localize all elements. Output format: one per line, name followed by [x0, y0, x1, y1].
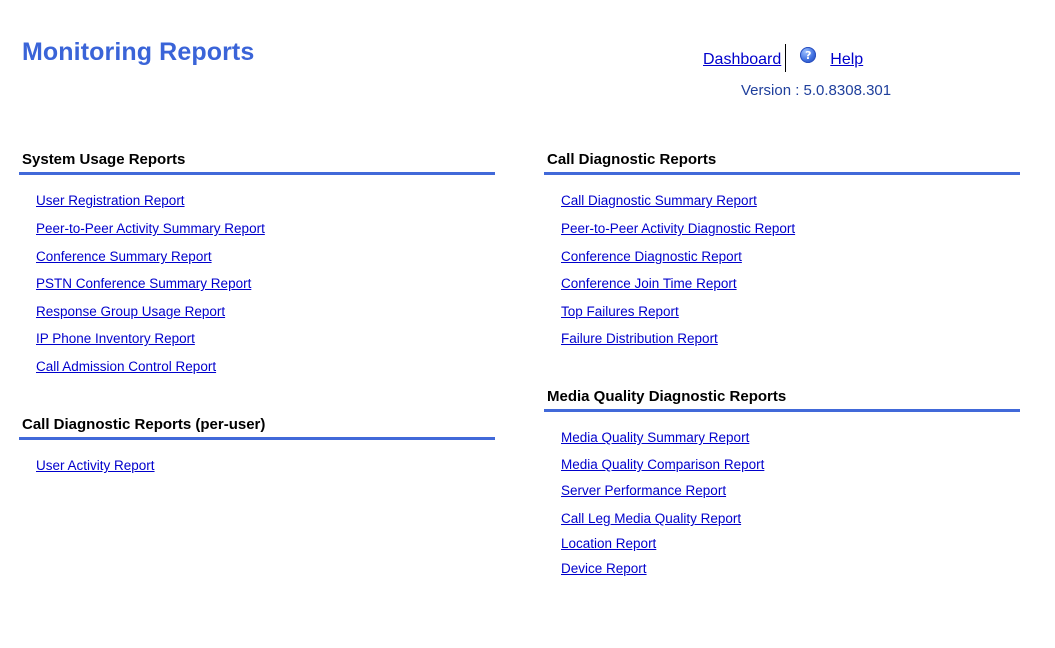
report-link-conference-summary[interactable]: Conference Summary Report — [36, 249, 212, 264]
section-call-diagnostic-per-user — [19, 415, 495, 473]
report-link-media-quality-summary[interactable]: Media Quality Summary Report — [561, 430, 750, 445]
report-link-call-leg-media-quality[interactable]: Call Leg Media Quality Report — [561, 511, 742, 526]
report-link-user-registration[interactable]: User Registration Report — [36, 193, 185, 208]
report-link-server-performance[interactable]: Server Performance Report — [561, 483, 727, 498]
report-link-p2p-activity-diagnostic[interactable]: Peer-to-Peer Activity Diagnostic Report — [561, 221, 796, 236]
report-link-response-group-usage[interactable]: Response Group Usage Report — [36, 304, 226, 319]
report-link-location[interactable]: Location Report — [561, 536, 657, 551]
help-icon[interactable]: ? — [800, 47, 816, 63]
help-link[interactable]: Help — [830, 51, 864, 68]
section-header: System Usage Reports — [19, 150, 495, 175]
report-link-top-failures[interactable]: Top Failures Report — [561, 304, 679, 319]
section-header: Call Diagnostic Reports — [544, 150, 1020, 175]
report-link-conference-join-time[interactable]: Conference Join Time Report — [561, 276, 737, 291]
version-label: Version : 5.0.8308.301 — [741, 82, 892, 99]
report-link-call-diagnostic-summary[interactable]: Call Diagnostic Summary Report — [561, 193, 757, 208]
report-link-user-activity[interactable]: User Activity Report — [36, 458, 155, 473]
separator — [785, 44, 786, 72]
report-link-device[interactable]: Device Report — [561, 561, 647, 576]
dashboard-link[interactable]: Dashboard — [703, 51, 782, 68]
report-link-ip-phone-inventory[interactable]: IP Phone Inventory Report — [36, 331, 195, 346]
report-link-pstn-conference-summary[interactable]: PSTN Conference Summary Report — [36, 276, 252, 291]
section-system-usage — [19, 150, 495, 374]
section-header: Call Diagnostic Reports (per-user) — [19, 415, 495, 440]
report-link-conference-diagnostic[interactable]: Conference Diagnostic Report — [561, 249, 742, 264]
section-header: Media Quality Diagnostic Reports — [544, 387, 1020, 412]
section-media-quality — [544, 387, 1020, 576]
page-title: Monitoring Reports — [22, 38, 255, 66]
report-link-media-quality-comparison[interactable]: Media Quality Comparison Report — [561, 457, 765, 472]
report-link-call-admission-control[interactable]: Call Admission Control Report — [36, 359, 217, 374]
report-link-p2p-activity-summary[interactable]: Peer-to-Peer Activity Summary Report — [36, 221, 265, 236]
report-link-failure-distribution[interactable]: Failure Distribution Report — [561, 331, 718, 346]
top-links — [703, 44, 863, 72]
section-call-diagnostic — [544, 150, 1020, 346]
